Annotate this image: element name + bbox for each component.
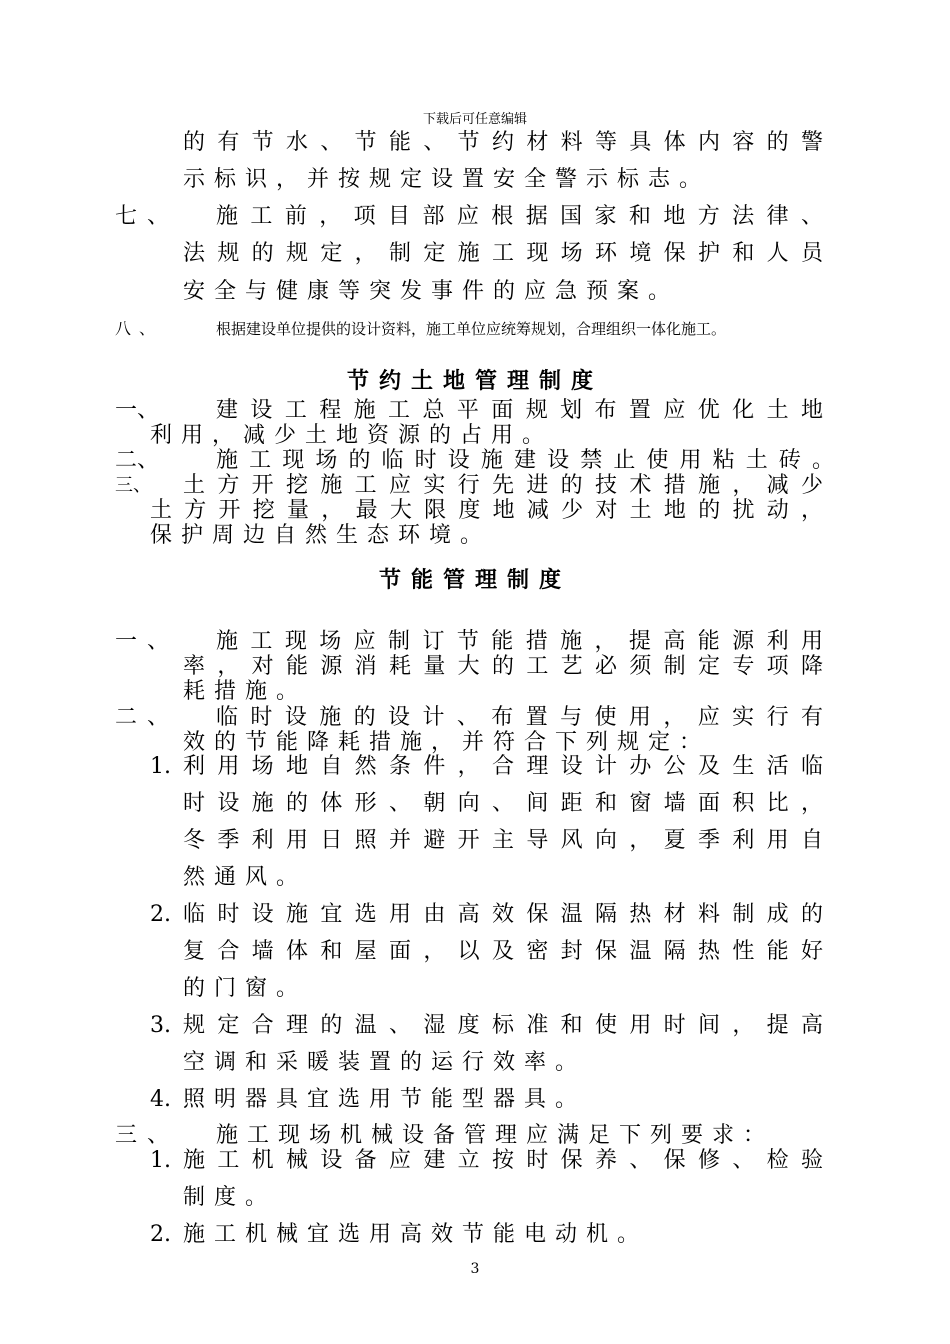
page-number: 3 [470,1261,480,1277]
land-item3-line-2: 土​方​开​挖​量​，​最​大​限​度​地​减​少​对​土​地​的​扰​动​， [150,498,823,523]
sub2-line-2: 复​合​墙​体​和​屋​面​，​以​及​密​封​保​温​隔​热​性​能​好 [183,939,823,964]
land-item2-number: 二、 [115,448,160,473]
sub3-number: 3. [150,1013,171,1038]
energy-item1-line-3: 耗措施。 [183,679,308,704]
energy-section-title: 节能管理制度 [378,567,571,593]
sub2-number: 2. [150,902,171,927]
sub2-line-3: 的门窗。 [183,976,308,1001]
land-item3-line-1: 土​方​开​挖​施​工​应​实​行​先​进​的​技​术​措​施​，​减​少 [183,473,823,498]
item7-line-2: 法​规​的​规​定​，​制​定​施​工​现​场​环​境​保​护​和​人​员 [183,241,823,266]
item8-text: 根据建设单位提供的设计资料，施工单位应统筹规划，合理组织一体化施工。 [216,320,727,338]
land-item1-line-2: 利用，减少土地资源的占用。 [150,423,554,448]
m2-line-1: 施工机械宜选用高效节能电动机。 [183,1222,649,1247]
sub4-number: 4. [150,1087,171,1112]
m1-line-2: 制度。 [183,1185,277,1210]
energy-item1-number: 一、 [115,629,180,654]
sub1-number: 1. [150,754,171,779]
page-header: 下载后可任意编辑 [422,112,527,127]
sub1-line-1: 利​用​场​地​自​然​条​件​，​合​理​设​计​办​公​及​生​活​临 [183,754,823,779]
sub3-line-2: 空调和采暖装置的运行效率。 [183,1050,587,1075]
intro-line-2: 示标识，并按规定设置安全警示标志。 [183,167,711,192]
item7-line-1: 施​工​前​，​项​目​部​应​根​据​国​家​和​地​方​法​律​、 [216,204,823,229]
item7-line-3: 安全与健康等突发事件的应急预案。 [183,279,680,304]
land-item1-number: 一、 [115,398,160,423]
energy-item2-number: 二、 [115,705,180,730]
land-item2-line-1: 施​工​现​场​的​临​时​设​施​建​设​禁​止​使​用​粘​土​砖​。 [216,448,834,473]
intro-line-1: 的​有​节​水​、​节​能​、​节​约​材​料​等​具​体​内​容​的​警 [183,130,823,155]
energy-item2-line-1: 临​时​设​施​的​设​计​、​布​置​与​使​用​，​应​实​行​有 [216,705,823,730]
sub2-line-1: 临​时​设​施​宜​选​用​由​高​效​保​温​隔​热​材​料​制​成​的 [183,902,823,927]
energy-item1-line-1: 施​工​现​场​应​制​订​节​能​措​施​，​提​高​能​源​利​用 [216,629,823,654]
sub4-line-1: 照明器具宜选用节能型器具。 [183,1087,587,1112]
land-section-title: 节约土地管理制度 [346,368,603,394]
m1-number: 1. [150,1148,171,1173]
energy-item3-line-1: 施工现场机械设备管理应满足下列要求： [216,1123,775,1148]
sub1-line-3: 冬​季​利​用​日​照​并​避​开​主​导​风​向​，​夏​季​利​用​自 [183,828,823,853]
energy-item3-number: 三、 [115,1123,180,1148]
energy-item1-line-2: 率​，​对​能​源​消​耗​量​大​的​工​艺​必​须​制​定​专​项​降 [183,654,823,679]
land-item1-line-1: 建​设​工​程​施​工​总​平​面​规​划​布​置​应​优​化​土​地 [216,398,823,423]
m2-number: 2. [150,1222,171,1247]
item8-number: 八、 [115,319,164,338]
land-item3-number: 三、 [115,475,151,496]
sub1-line-4: 然通风。 [183,865,308,890]
sub3-line-1: 规​定​合​理​的​温​、​湿​度​标​准​和​使​用​时​间​，​提​高 [183,1013,823,1038]
energy-item2-line-2: 效的节能降耗措施，并符合下列规定： [183,730,711,755]
m1-line-1: 施​工​机​械​设​备​应​建​立​按​时​保​养​、​保​修​、​检​验 [183,1148,823,1173]
item7-number: 七、 [115,204,180,229]
land-item3-line-3: 保护周边自然生态环境。 [150,523,492,548]
sub1-line-2: 时​设​施​的​体​形​、​朝​向​、​间​距​和​窗​墙​面​积​比​， [183,791,823,816]
